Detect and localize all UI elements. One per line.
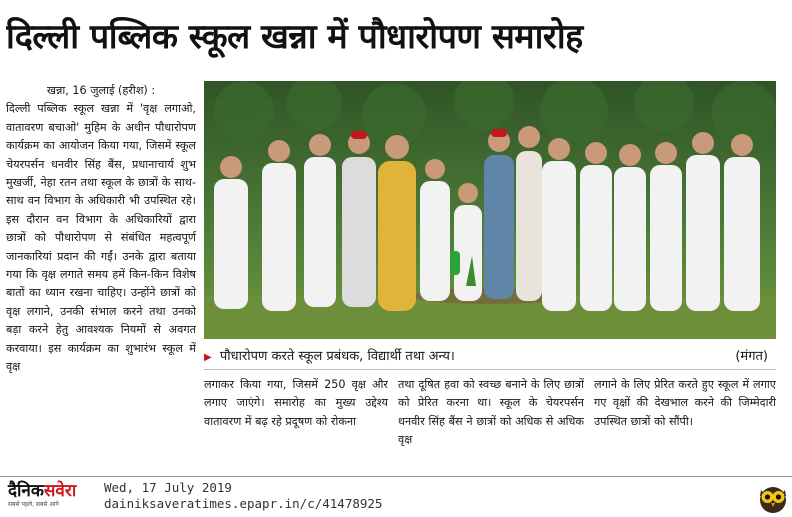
logo-part-2: सवेरा (43, 481, 77, 500)
edition-date: Wed, 17 July 2019 (104, 480, 232, 495)
headline: दिल्ली पब्लिक स्कूल खन्ना में पौधारोपण समारोह (6, 17, 583, 57)
article-text-1: दिल्ली पब्लिक स्कूल खन्ना में 'वृक्ष लगाओ, वातावरण बचाओ' मुहिम के अधीन पौधारोपण कार्यक्रम का आयोजन किया गया, जिसमें स्कूल चेयरपर्सन धनवीर सिंह बैंस, प्रधानाचार्य शुभ मुखर्जी, नेहा रतन तथा स्कूल के छात्रों के साथ-साथ वन विभाग के अधिकारी भी उपस्थित रहे। इस दौरान वन विभाग के अधिकारियों द्वारा छात्रों को पौधारोपण से संबंधित महत्वपूर्ण जानकारियां प्रदान की गईं। उनके द्वारा बताया गया कि वृक्ष लगाते समय हमें किन-किन विशेष बातों का ध्यान रखना चाहिए। उन्होंने छात्रों को वृक्ष लगाने, उनकी संभाल करने तथा उनको बड़ा करने हेतु आवश्यक नियमों से अवगत करवाया। इस कार्यक्रम का शुभारंभ स्कूल में वृक्ष (6, 102, 196, 374)
photo-caption (204, 344, 776, 370)
photo-credit: (मंगत) (735, 349, 768, 364)
article-column-4: लगाने के लिए प्रेरित करते हुए स्कूल में लगाए गए वृक्षों की देखभाल करने की जिम्मेदारी उपस्थित छात्रों को सौंपी। (594, 378, 776, 428)
newspaper-logo (8, 482, 100, 512)
caption-arrow-icon: ▶ (204, 352, 212, 363)
group-photo-illustration (204, 81, 776, 339)
dateline: खन्ना, 16 जुलाई (हरीश) : (46, 84, 156, 97)
caption-text: पौधारोपण करते स्कूल प्रबंधक, विद्यार्थी तथा अन्य। (219, 349, 455, 364)
owl-icon (756, 480, 790, 514)
edition-url[interactable]: dainiksaveratimes.epapr.in/c/41478925 (104, 496, 383, 511)
logo-part-1: दैनिक (8, 481, 44, 500)
article-column-2: लगाकर किया गया, जिसमें 250 वृक्ष और लगाए जाएंगे। समारोह का मुख्य उद्देश्य वातावरण में बढ़ रहे प्रदूषण को रोकना (204, 378, 388, 428)
article-column-1 (6, 82, 196, 454)
edition-info (104, 480, 504, 512)
news-photo (204, 81, 776, 339)
article-column-3: तथा दूषित हवा को स्वच्छ बनाने के लिए छात्रों को प्रेरित करना था। स्कूल के चेयरपर्सन धनवीर सिंह बैंस ने छात्रों को अधिक से अधिक वृक्ष (398, 378, 584, 447)
logo-tagline: सबसे पहले, सबसे आगे (8, 501, 59, 508)
footer-divider (0, 476, 792, 477)
